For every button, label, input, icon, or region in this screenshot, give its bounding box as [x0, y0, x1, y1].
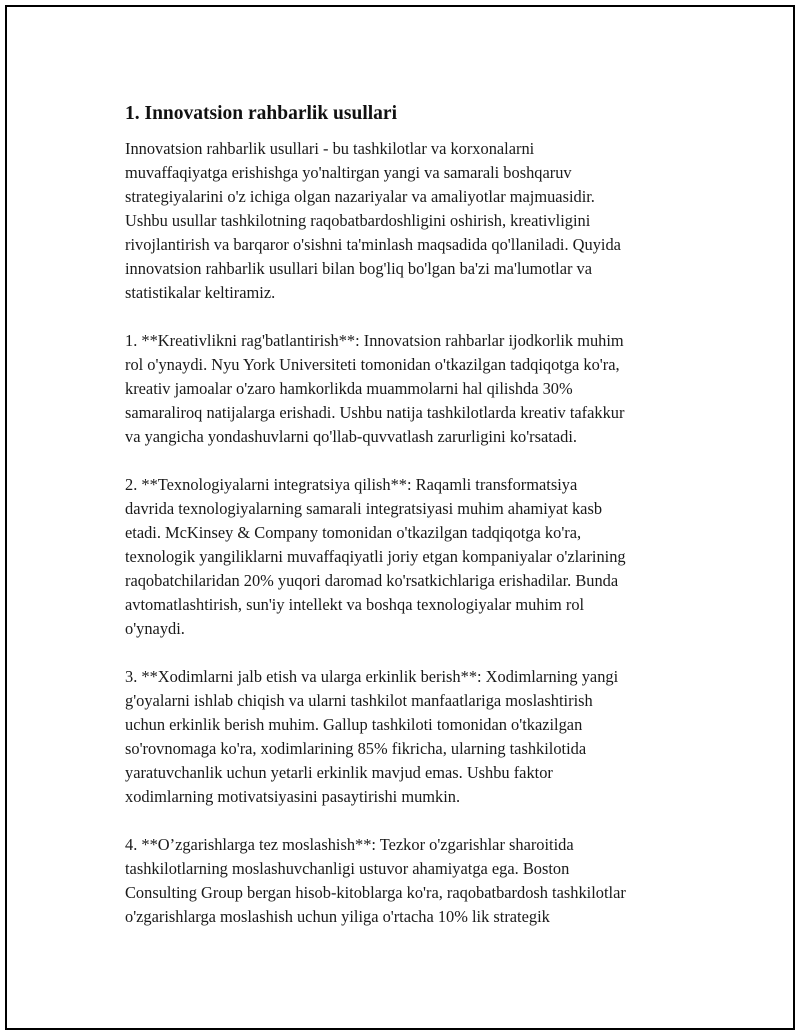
- paragraph-technology: 2. **Texnologiyalarni integratsiya qilish**: Raqamli transformatsiya davrida texnologiyalarning samarali integratsiyasi muhim ahamiyat kasb etadi. McKinsey & Company tomonidan o'tkazilgan tadqiqotga ko'ra, texnologik yangiliklarni muvaffaqiyatli joriy etgan kompaniyalar o'zlarining raqobatchilaridan 20% yuqori daromad ko'rsatkichlariga erishadilar. Bunda avtomatlashtirish, sun'iy intellekt va boshqa texnologiyalar muhim rol o'ynaydi.: [125, 475, 626, 638]
- paragraph-creativity: 1. **Kreativlikni rag'batlantirish**: Innovatsion rahbarlar ijodkorlik muhim rol o'ynaydi. Nyu York Universiteti tomonidan o'tkazilgan tadqiqotga ko'ra, kreativ jamoalar o'zaro hamkorlikda muammolarni hal qilishda 30% samaraliroq natijalarga erishadi. Ushbu natija tashkilotlarda kreativ tafakkur va yangicha yondashuvlarni qo'llab-quvvatlash zarurligini ko'rsatadi.: [125, 331, 625, 446]
- intro-paragraph: Innovatsion rahbarlik usullari - bu tashkilotlar va korxonalarni muvaffaqiyatga erishishga yo'naltirgan yangi va samarali boshqaruv strategiyalarini o'z ichiga olgan nazariyalar va amaliyotlar majmuasidir. Ushbu usullar tashkilotning raqobatbardoshligini oshirish, kreativligini rivojlantirish va barqaror o'sishni ta'minlash maqsadida qo'llaniladi. Quyida innovatsion rahbarlik usullari bilan bog'liq bo'lgan ba'zi ma'lumotlar va statistikalar keltiramiz.: [125, 139, 621, 302]
- paragraph-adaptation: 4. **O’zgarishlarga tez moslashish**: Tezkor o'zgarishlar sharoitida tashkilotlarning moslashuvchanligi ustuvor ahamiyatga ega. Boston Consulting Group bergan hisob-kitoblarga ko'ra, raqobatbardosh tashkilotlar o'zgarishlarga moslashish uchun yiliga o'rtacha 10% lik strategik: [125, 835, 626, 926]
- section-heading: 1. Innovatsion rahbarlik usullari: [125, 103, 397, 124]
- document-body: [125, 102, 725, 953]
- page-frame: [5, 5, 795, 1030]
- paragraph-employees: 3. **Xodimlarni jalb etish va ularga erkinlik berish**: Xodimlarning yangi g'oyalarni ishlab chiqish va ularni tashkilot manfaatlariga moslashtirish uchun erkinlik berish muhim. Gallup tashkiloti tomonidan o'tkazilgan so'rovnomaga ko'ra, xodimlarining 85% fikricha, ularning tashkilotida yaratuvchanlik uchun yetarli erkinlik mavjud emas. Ushbu faktor xodimlarning motivatsiyasini pasaytirishi mumkin.: [125, 667, 619, 806]
